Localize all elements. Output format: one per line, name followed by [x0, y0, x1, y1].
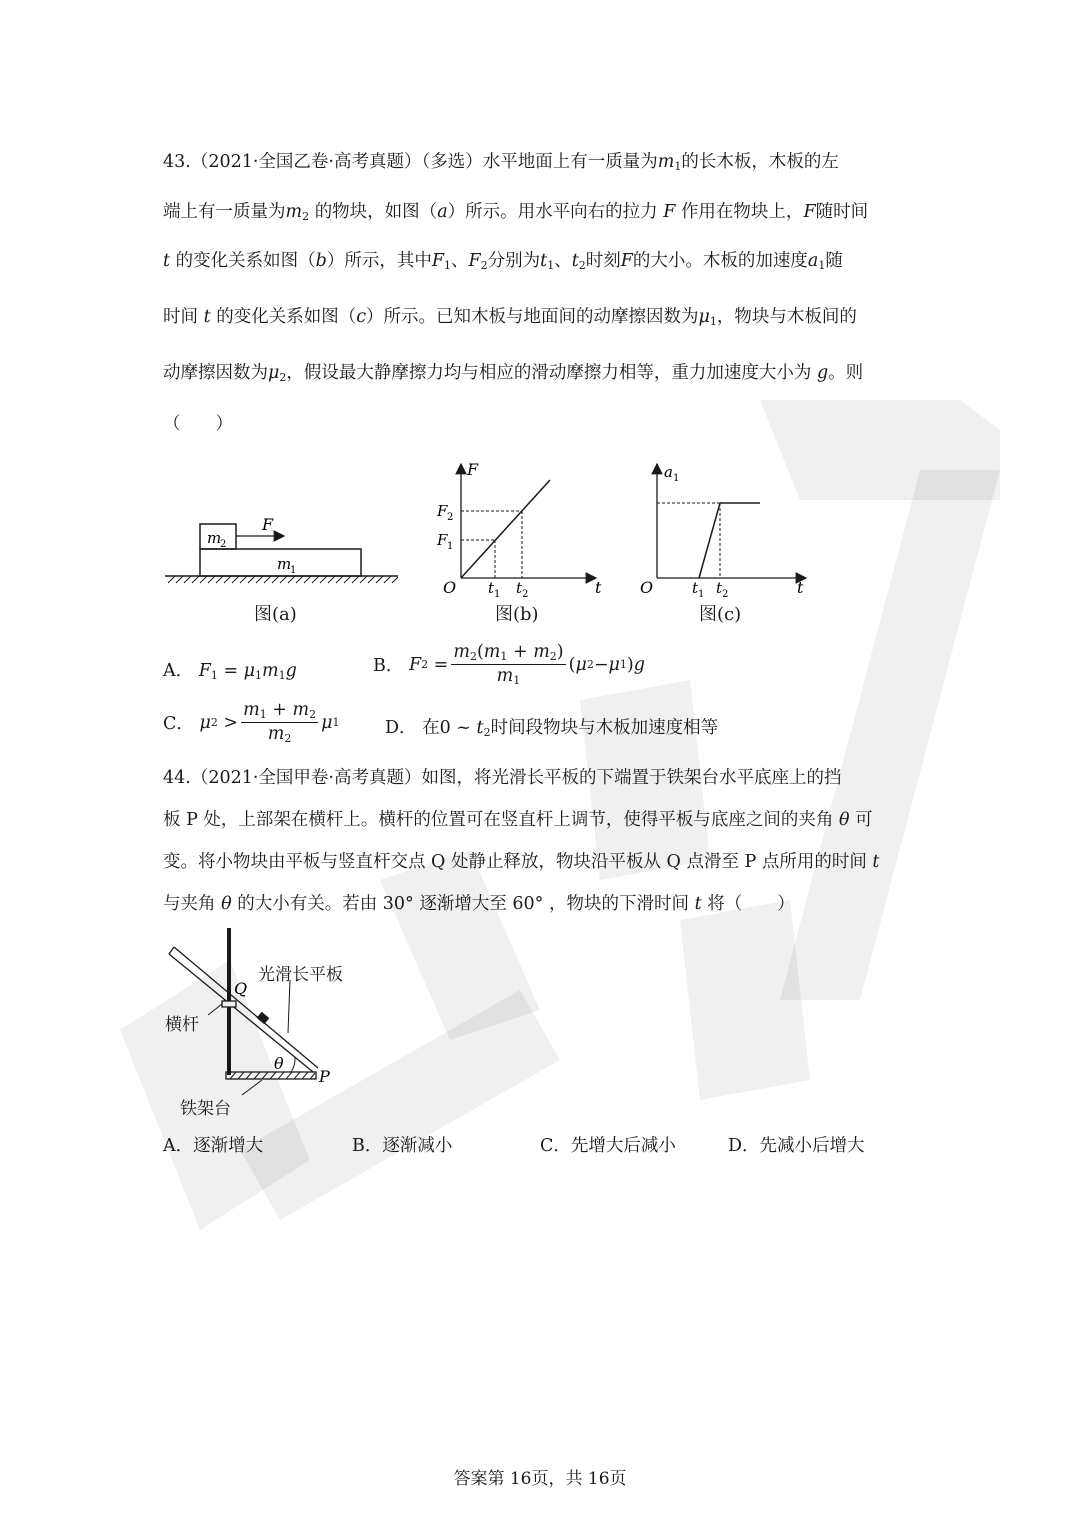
svg-text:t: t: [516, 579, 523, 597]
svg-text:1: 1: [698, 589, 705, 600]
svg-text:a: a: [664, 463, 673, 481]
q43-line-2: 端上有一质量为$m_2$ 的物块，如图（a）所示。用水平向右的拉力 F 作用在物块上，F随时间: [163, 202, 869, 223]
svg-text:P: P: [319, 1067, 330, 1086]
figure-a: [165, 515, 398, 583]
svg-text:2: 2: [447, 512, 454, 523]
ground-hatching: [168, 576, 398, 583]
q44-figure: [0, 900, 1080, 1120]
q43-option-c: C． μ 2 > $\frac{m_1 + m_2}{m_2}$ μ 1: [163, 700, 340, 745]
svg-text:F: F: [437, 531, 448, 549]
q43-option-b: B． F 2 = $\frac{m_2(m_1 + m_2)}{m_1}$ ( μ 2 − μ 1 ) g: [373, 642, 645, 687]
svg-text:1: 1: [673, 473, 680, 484]
figure-c-caption: 图(c): [699, 604, 742, 625]
q43-line-3: t 的变化关系如图（b）所示，其中$F_1$、$F_2$分别为$t_1$、$t_2$时刻F的大小。木板的加速度$a_1$随: [163, 251, 843, 272]
q44-line-4: 与夹角 θ 的大小有关。若由 30° 逐渐增大至 60° ，物块的下滑时间 t 将（ ）: [163, 894, 795, 914]
q43-line-4: 时间 t 的变化关系如图（c）所示。已知木板与地面间的动摩擦因数为$\mu_1$，物块与木板间的: [163, 307, 857, 328]
label-smooth-board: 光滑长平板: [258, 965, 343, 985]
svg-text:F: F: [437, 502, 448, 520]
svg-text:t: t: [595, 578, 602, 597]
crossbar: [222, 1001, 236, 1007]
svg-text:t: t: [797, 578, 804, 597]
svg-text:1: 1: [494, 589, 501, 600]
svg-text:1: 1: [290, 565, 297, 576]
q44-option-d: D．先减小后增大: [728, 1136, 865, 1156]
svg-text:m: m: [277, 555, 292, 573]
figure-c: [640, 463, 806, 600]
q43-answer-paren: （ ）: [163, 414, 233, 434]
svg-text:2: 2: [722, 589, 729, 600]
figure-a-caption: 图(a): [254, 604, 297, 625]
q43-option-a: A． $F_1 = \mu_1m_1g$: [163, 661, 297, 682]
q44-line-3: 变。将小物块由平板与竖直杆交点 Q 处静止释放，物块沿平板从 Q 点滑至 P 点所用的时间 t: [163, 852, 880, 872]
q44-line-2: 板 P 处，上部架在横杆上。横杆的位置可在竖直杆上调节，使得平板与底座之间的夹角 θ 可: [163, 810, 873, 830]
q43-line-5: 动摩擦因数为$\mu_2$，假设最大静摩擦力均与相应的滑动摩擦力相等，重力加速度大小为 g。则: [163, 363, 864, 384]
svg-text:O: O: [443, 578, 457, 597]
label-crossbar: 横杆: [165, 1015, 199, 1035]
small-block: [257, 1012, 270, 1025]
label-iron-stand: 铁架台: [180, 1099, 231, 1119]
svg-text:t: t: [692, 579, 699, 597]
svg-text:t: t: [488, 579, 495, 597]
svg-text:2: 2: [522, 589, 529, 600]
svg-text:O: O: [640, 578, 654, 597]
svg-text:m: m: [207, 529, 222, 547]
svg-text:F: F: [262, 515, 274, 534]
q44-option-b: B．逐渐减小: [352, 1136, 453, 1156]
svg-text:θ: θ: [274, 1054, 284, 1073]
svg-text:Q: Q: [234, 979, 248, 998]
figure-b-caption: 图(b): [495, 604, 539, 625]
q43-option-d: D． 在0 ~ $t_2$时间段物块与木板加速度相等: [385, 718, 719, 739]
svg-text:1: 1: [447, 541, 454, 552]
svg-text:2: 2: [220, 539, 227, 550]
page-footer: 答案第 16页，共 16页: [453, 1469, 627, 1489]
svg-text:F: F: [467, 460, 479, 479]
q43-figures: [0, 0, 1080, 640]
q44-option-c: C．先增大后减小: [540, 1136, 676, 1156]
q44-option-a: A．逐渐增大: [163, 1136, 264, 1156]
q43-line-1: 43.（2021·全国乙卷·高考真题）（多选）水平地面上有一质量为$m_1$的长木板，木板的左: [163, 152, 839, 173]
q44-line-1: 44.（2021·全国甲卷·高考真题）如图，将光滑长平板的下端置于铁架台水平底座上的挡: [163, 768, 842, 788]
svg-text:t: t: [716, 579, 723, 597]
figure-b: [436, 460, 602, 600]
